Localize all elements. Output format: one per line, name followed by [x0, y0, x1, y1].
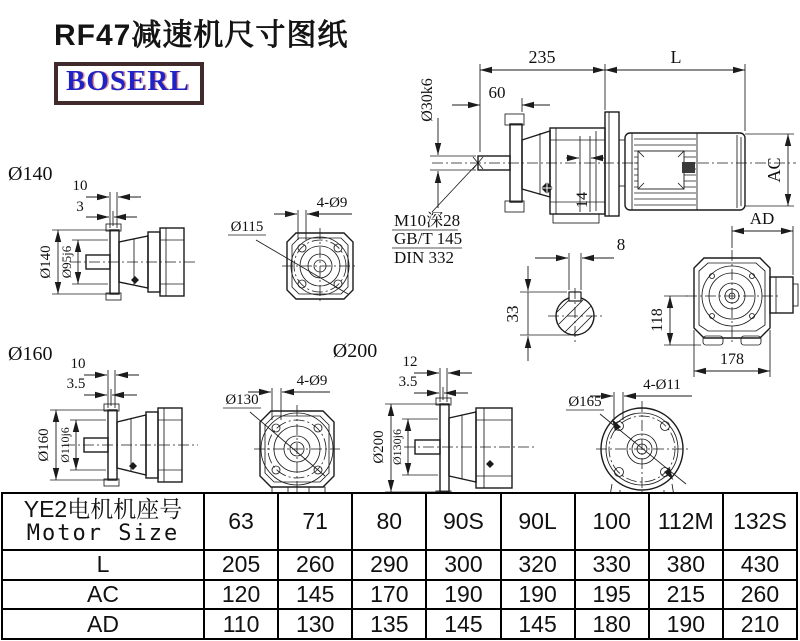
- note-din: DIN 332: [394, 248, 454, 267]
- dim-label-f115-holes: 4-Ø9: [316, 195, 348, 211]
- table-cell: 130: [278, 609, 352, 639]
- table-cell: 430: [723, 550, 797, 580]
- brand-logo: BOSERL: [54, 62, 204, 105]
- table-cell: 195: [575, 580, 649, 610]
- table-col-header: 100: [575, 493, 649, 550]
- table-cell: 205: [204, 550, 278, 580]
- dim-label-key-depth: 33: [503, 305, 522, 323]
- dim-label-f140-spigot: Ø95j6: [59, 245, 74, 279]
- table-cell: 320: [501, 550, 575, 580]
- table-row-AD: [2, 609, 797, 639]
- dim-label-key-width: 8: [616, 235, 626, 254]
- table-cell: 190: [501, 580, 575, 610]
- dim-label-f165-holes: 4-Ø11: [643, 377, 681, 393]
- dim-label-178: 178: [720, 351, 744, 368]
- table-cell: 145: [278, 580, 352, 610]
- row-label: AD: [2, 609, 204, 639]
- dim-label-f140-thk: 10: [72, 178, 88, 194]
- table-row-L: [2, 550, 797, 580]
- dim-label-f165-bc: Ø165: [568, 394, 602, 410]
- dim-label-f200-spigot: Ø130j6: [390, 429, 404, 465]
- header-cn: YE2电机机座号: [23, 495, 183, 522]
- dim-label-f130-holes: 4-Ø9: [296, 373, 328, 389]
- table-cell: 145: [426, 609, 500, 639]
- table-col-header: 132S: [723, 493, 797, 550]
- flange160-side-view: [8, 343, 198, 486]
- dim-label-235: 235: [528, 47, 556, 67]
- table-cell: 380: [649, 550, 723, 580]
- shaft-key-section: [503, 235, 625, 361]
- table-cell: 215: [649, 580, 723, 610]
- table-cell: 110: [204, 609, 278, 639]
- table-cell: 190: [649, 609, 723, 639]
- dim-label-AC: AC: [764, 157, 784, 183]
- table-col-header: 80: [352, 493, 426, 550]
- view-label-200: Ø200: [332, 340, 378, 362]
- view-label-140: Ø140: [8, 163, 53, 185]
- header-en: Motor Size: [26, 521, 180, 547]
- flange140-side-view: [8, 163, 198, 300]
- dim-label-f200-thk: 12: [402, 354, 418, 370]
- table-cell: 170: [352, 580, 426, 610]
- table-col-header: 90L: [501, 493, 575, 550]
- table-col-header: 90S: [426, 493, 500, 550]
- table-cell: 260: [278, 550, 352, 580]
- table-header-motor-size: [2, 493, 204, 550]
- flange115-front-view: [228, 195, 358, 304]
- table-row-AC: [2, 580, 797, 610]
- row-label: L: [2, 550, 204, 580]
- view-label-160: Ø160: [8, 343, 53, 365]
- dim-label-f140-step: 3: [76, 199, 84, 215]
- table-col-header: 63: [204, 493, 278, 550]
- flange200-side-view: [371, 354, 534, 492]
- note-gbt: GB/T 145: [394, 229, 463, 248]
- dim-label-shaft-dia: Ø30k6: [419, 78, 436, 122]
- flange130-front-view: [223, 340, 377, 492]
- dim-label-f160-step: 3.5: [66, 376, 86, 392]
- motor-dimension-table: [1, 492, 798, 640]
- table-col-header: 71: [278, 493, 352, 550]
- motor-rear-view: [649, 209, 798, 377]
- dim-label-f160-od: Ø160: [36, 428, 52, 462]
- table-cell: 135: [352, 609, 426, 639]
- table-cell: 210: [723, 609, 797, 639]
- table-cell: 260: [723, 580, 797, 610]
- dim-label-f130-bc: Ø130: [225, 392, 259, 408]
- table-cell: 290: [352, 550, 426, 580]
- page-title: RF47减速机尺寸图纸: [54, 19, 349, 52]
- dim-label-f140-od: Ø140: [38, 245, 54, 279]
- dim-label-f200-step: 3.5: [398, 374, 418, 390]
- table-cell: 330: [575, 550, 649, 580]
- table-cell: 190: [426, 580, 500, 610]
- dim-label-f200-od: Ø200: [371, 430, 387, 464]
- dim-label-14: 14: [574, 192, 591, 208]
- dim-label-f160-spigot: Ø110j6: [58, 427, 72, 463]
- table-col-header: 112M: [649, 493, 723, 550]
- dim-label-f160-thk: 10: [70, 356, 86, 372]
- dim-label-118: 118: [649, 308, 666, 332]
- row-label: AC: [2, 580, 204, 610]
- dim-label-60: 60: [488, 83, 506, 102]
- main-side-view: [392, 47, 796, 267]
- dim-label-L: L: [670, 47, 682, 67]
- table-cell: 145: [501, 609, 575, 639]
- note-thread: M10深28: [394, 211, 461, 230]
- dim-label-f115-bc: Ø115: [230, 219, 264, 235]
- flange165-front-view: [566, 377, 692, 492]
- table-cell: 120: [204, 580, 278, 610]
- table-cell: 180: [575, 609, 649, 639]
- dim-label-AD: AD: [749, 209, 775, 228]
- table-cell: 300: [426, 550, 500, 580]
